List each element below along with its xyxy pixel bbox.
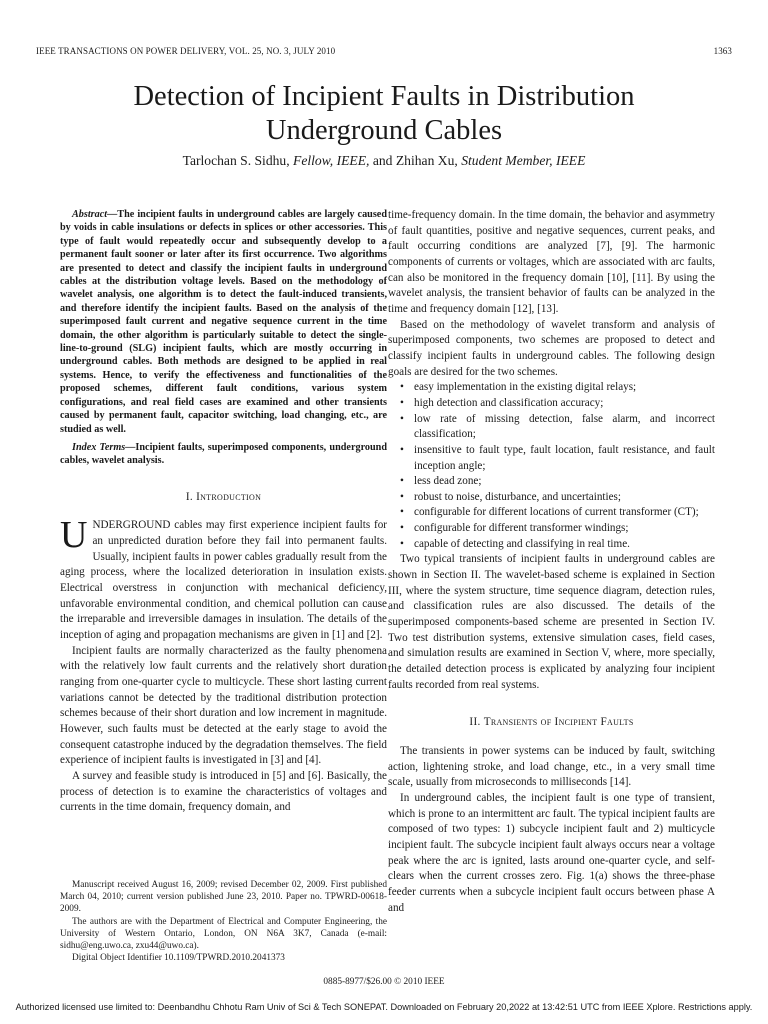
design-goal: • insensitive to fault type, fault location, fault resistance, and fault inception angle; [388, 443, 715, 474]
abstract [60, 208, 387, 436]
author-2: Zhihan Xu, [395, 153, 458, 168]
design-goal: • easy implementation in the existing digital relays; [388, 380, 715, 396]
footnote-doi: Digital Object Identifier 10.1109/TPWRD.2010.2041373 [72, 953, 285, 964]
running-head [36, 46, 732, 56]
section-1-number: I. [185, 490, 193, 503]
author-1: Tarlochan S. Sidhu, [182, 153, 290, 168]
right-paragraph-1: time-frequency domain. In the time domain, the behavior and asymmetry of fault quantities, positive and negative sequences, current peaks, and fault occurring conditions are analyzed [7], [9]. The harmonic components of currents or voltages, which are associated with arc faults, can also be monitored in the frequency domain [10], [11]. By using the wavelet analysis, the transient behavior of faults can be analyzed in the time and frequency domain [12], [13]. [388, 209, 715, 315]
title-line-1: Detection of Incipient Faults in Distribution [133, 81, 635, 112]
section-2-heading [388, 715, 715, 731]
abstract-label: Abstract— [72, 209, 118, 220]
author-1-role: Fellow, IEEE, [293, 153, 370, 168]
index-terms-text: Incipient faults, superimposed components, underground cables, wavelet analysis. [60, 441, 387, 467]
right-column [388, 208, 715, 916]
section-1-heading [60, 490, 387, 506]
paper-title [0, 80, 768, 148]
price-copyright-line: 0885-8977/$26.00 © 2010 IEEE [323, 977, 445, 987]
index-terms-label: Index Terms— [72, 441, 136, 453]
drop-cap: U [60, 514, 88, 557]
design-goal: • configurable for different transformer windings; [388, 521, 715, 537]
footnote-received: Manuscript received August 16, 2009; revised December 02, 2009. First published March 04, 2010; current version published June 23, 2010. Paper no. TPWRD-00618-2009. [60, 880, 387, 915]
intro-paragraph-2: Incipient faults are normally characterized as the faulty phenomena with the relatively low fault currents and the relatively short duration ranging from one-quarter cycle to multicycle. These short lasting current variations cannot be detected by the traditional distribution protection schemes because of their short duration and low increment in magnitude. However, such faults must be detected at the early stage to avoid the consequent catastrophe induced by the degradation themselves. The field experience of incipient faults is investigated in [3] and [4]. [60, 644, 387, 767]
design-goal: • low rate of missing detection, false alarm, and incorrect classification; [388, 412, 715, 443]
design-goal: • robust to noise, disturbance, and uncertainties; [388, 490, 715, 506]
design-goal: • high detection and classification accuracy; [388, 396, 715, 412]
intro-paragraph-3: A survey and feasible study is introduced in [5] and [6]. Basically, the process of detection is to examine the characteristics of voltages and currents in the time domain, frequency domain, and [60, 769, 387, 814]
footnote-affiliation: The authors are with the Department of Electrical and Computer Engineering, the University of Western Ontario, London, ON N6A 3K7, Canada (e-mail: sidhu@eng.uwo.ca, zxu44@uwo.ca). [60, 916, 387, 952]
author-2-role: Student Member, IEEE [461, 153, 586, 168]
section-1-title: Introduction [196, 490, 262, 503]
section-2-number: II. [469, 716, 481, 729]
section-2-title: Transients of Incipient Faults [483, 716, 634, 729]
intro-paragraph-1-text: NDERGROUND cables may first experience incipient faults for an unpredicted duration before they fail into permanent faults. Usually, incipient faults in power cables gradually result from the aging process, where the localized deterioration in insulation exists. Electrical overstress in conjunction with mechanical deficiency, unfavorable environmental condition, and chemical pollution can cause the irreparable and irreversible damages in insulation. The details of the inception of aging and propagation mechanisms are given in [1] and [2]. [60, 519, 387, 641]
section-2-paragraph-1: The transients in power systems can be induced by fault, switching action, lightening stroke, and load change, etc., in a very small time scale, usually from microseconds to milliseconds [14]. [388, 745, 715, 789]
right-paragraph-2: Based on the methodology of wavelet transform and analysis of superimposed components, two schemes are proposed to detect and classify incipient faults in underground cables. The following design goals are desired for the two schemes. [388, 318, 715, 378]
design-goal: • capable of detecting and classifying in real time. [388, 537, 715, 553]
author-line [0, 153, 768, 169]
left-column [60, 208, 387, 816]
footnote [60, 879, 387, 964]
design-goal: • configurable for different locations of current transformer (CT); [388, 505, 715, 521]
abstract-text: The incipient faults in underground cables are largely caused by voids in cable insulations or defects in splices or other accessories. This type of fault would repeatedly occur and subsequently develop to a permanent fault sooner or later after its first occurrence. Two algorithms are presented to detect and classify the incipient faults in underground cables at the distribution voltage levels. Based on the methodology of wavelet analysis, one algorithm is to detect the fault-induced transients, and therefore identify the incipient faults. Based on the analysis of the superimposed fault current and negative sequence current in the time domain, the other algorithm is particularly suitable to detect the single-line-to-ground (SLG) incipient faults, which are mostly occurring in underground cables. Both methods are designed to be applied in real systems. Hence, to verify the effectiveness and functionalities of the proposed schemes, different fault conditions, various system configurations, and real field cases are examined and other transients caused by permanent fault, capacitor switching, load changing, etc., are studied as well. [60, 209, 387, 435]
page-number: 1363 [713, 46, 732, 56]
design-goals-list [388, 380, 715, 552]
index-terms [60, 441, 387, 468]
title-line-2: Underground Cables [265, 115, 503, 146]
journal-name: IEEE TRANSACTIONS ON POWER DELIVERY, VOL. 25, NO. 3, JULY 2010 [36, 46, 336, 56]
section-2-paragraph-2: In underground cables, the incipient fault is one type of transient, which is prone to an intermittent arc fault. The typical incipient faults are composed of two types: 1) subcycle incipient fault and 2) multicycle incipient fault. The subcycle incipient fault always occurs near a voltage peak where the arc is ignited, lasts around one-quarter cycle, and self-clears when the current crosses zero. Fig. 1(a) shows the three-phase feeder currents when a subcycle incipient fault occurs between phase A and [388, 791, 715, 914]
intro-paragraph-1 [60, 514, 387, 643]
right-paragraph-3: Two typical transients of incipient faults in underground cables are shown in Section II. The wavelet-based scheme is explained in Section III, where the system structure, time sequence diagram, detection rules, and classification rules are also discussed. The details of the superimposed components-based scheme are presented in Section IV. Two test distribution systems, extensive simulation cases, field cases, and simulation results are examined in Section V, where, more specially, the detailed detection process is explicated by analyzing four incipient faults recorded from real systems. [388, 553, 715, 691]
design-goal: • less dead zone; [388, 474, 715, 490]
license-notice: Authorized licensed use limited to: Deenbandhu Chhotu Ram Univ of Sci & Tech SONEPAT. Downloaded on February 20,2022 at 13:42:51 UTC from IEEE Xplore. Restrictions apply. [15, 1002, 753, 1012]
author-conjunction: and [372, 153, 393, 168]
